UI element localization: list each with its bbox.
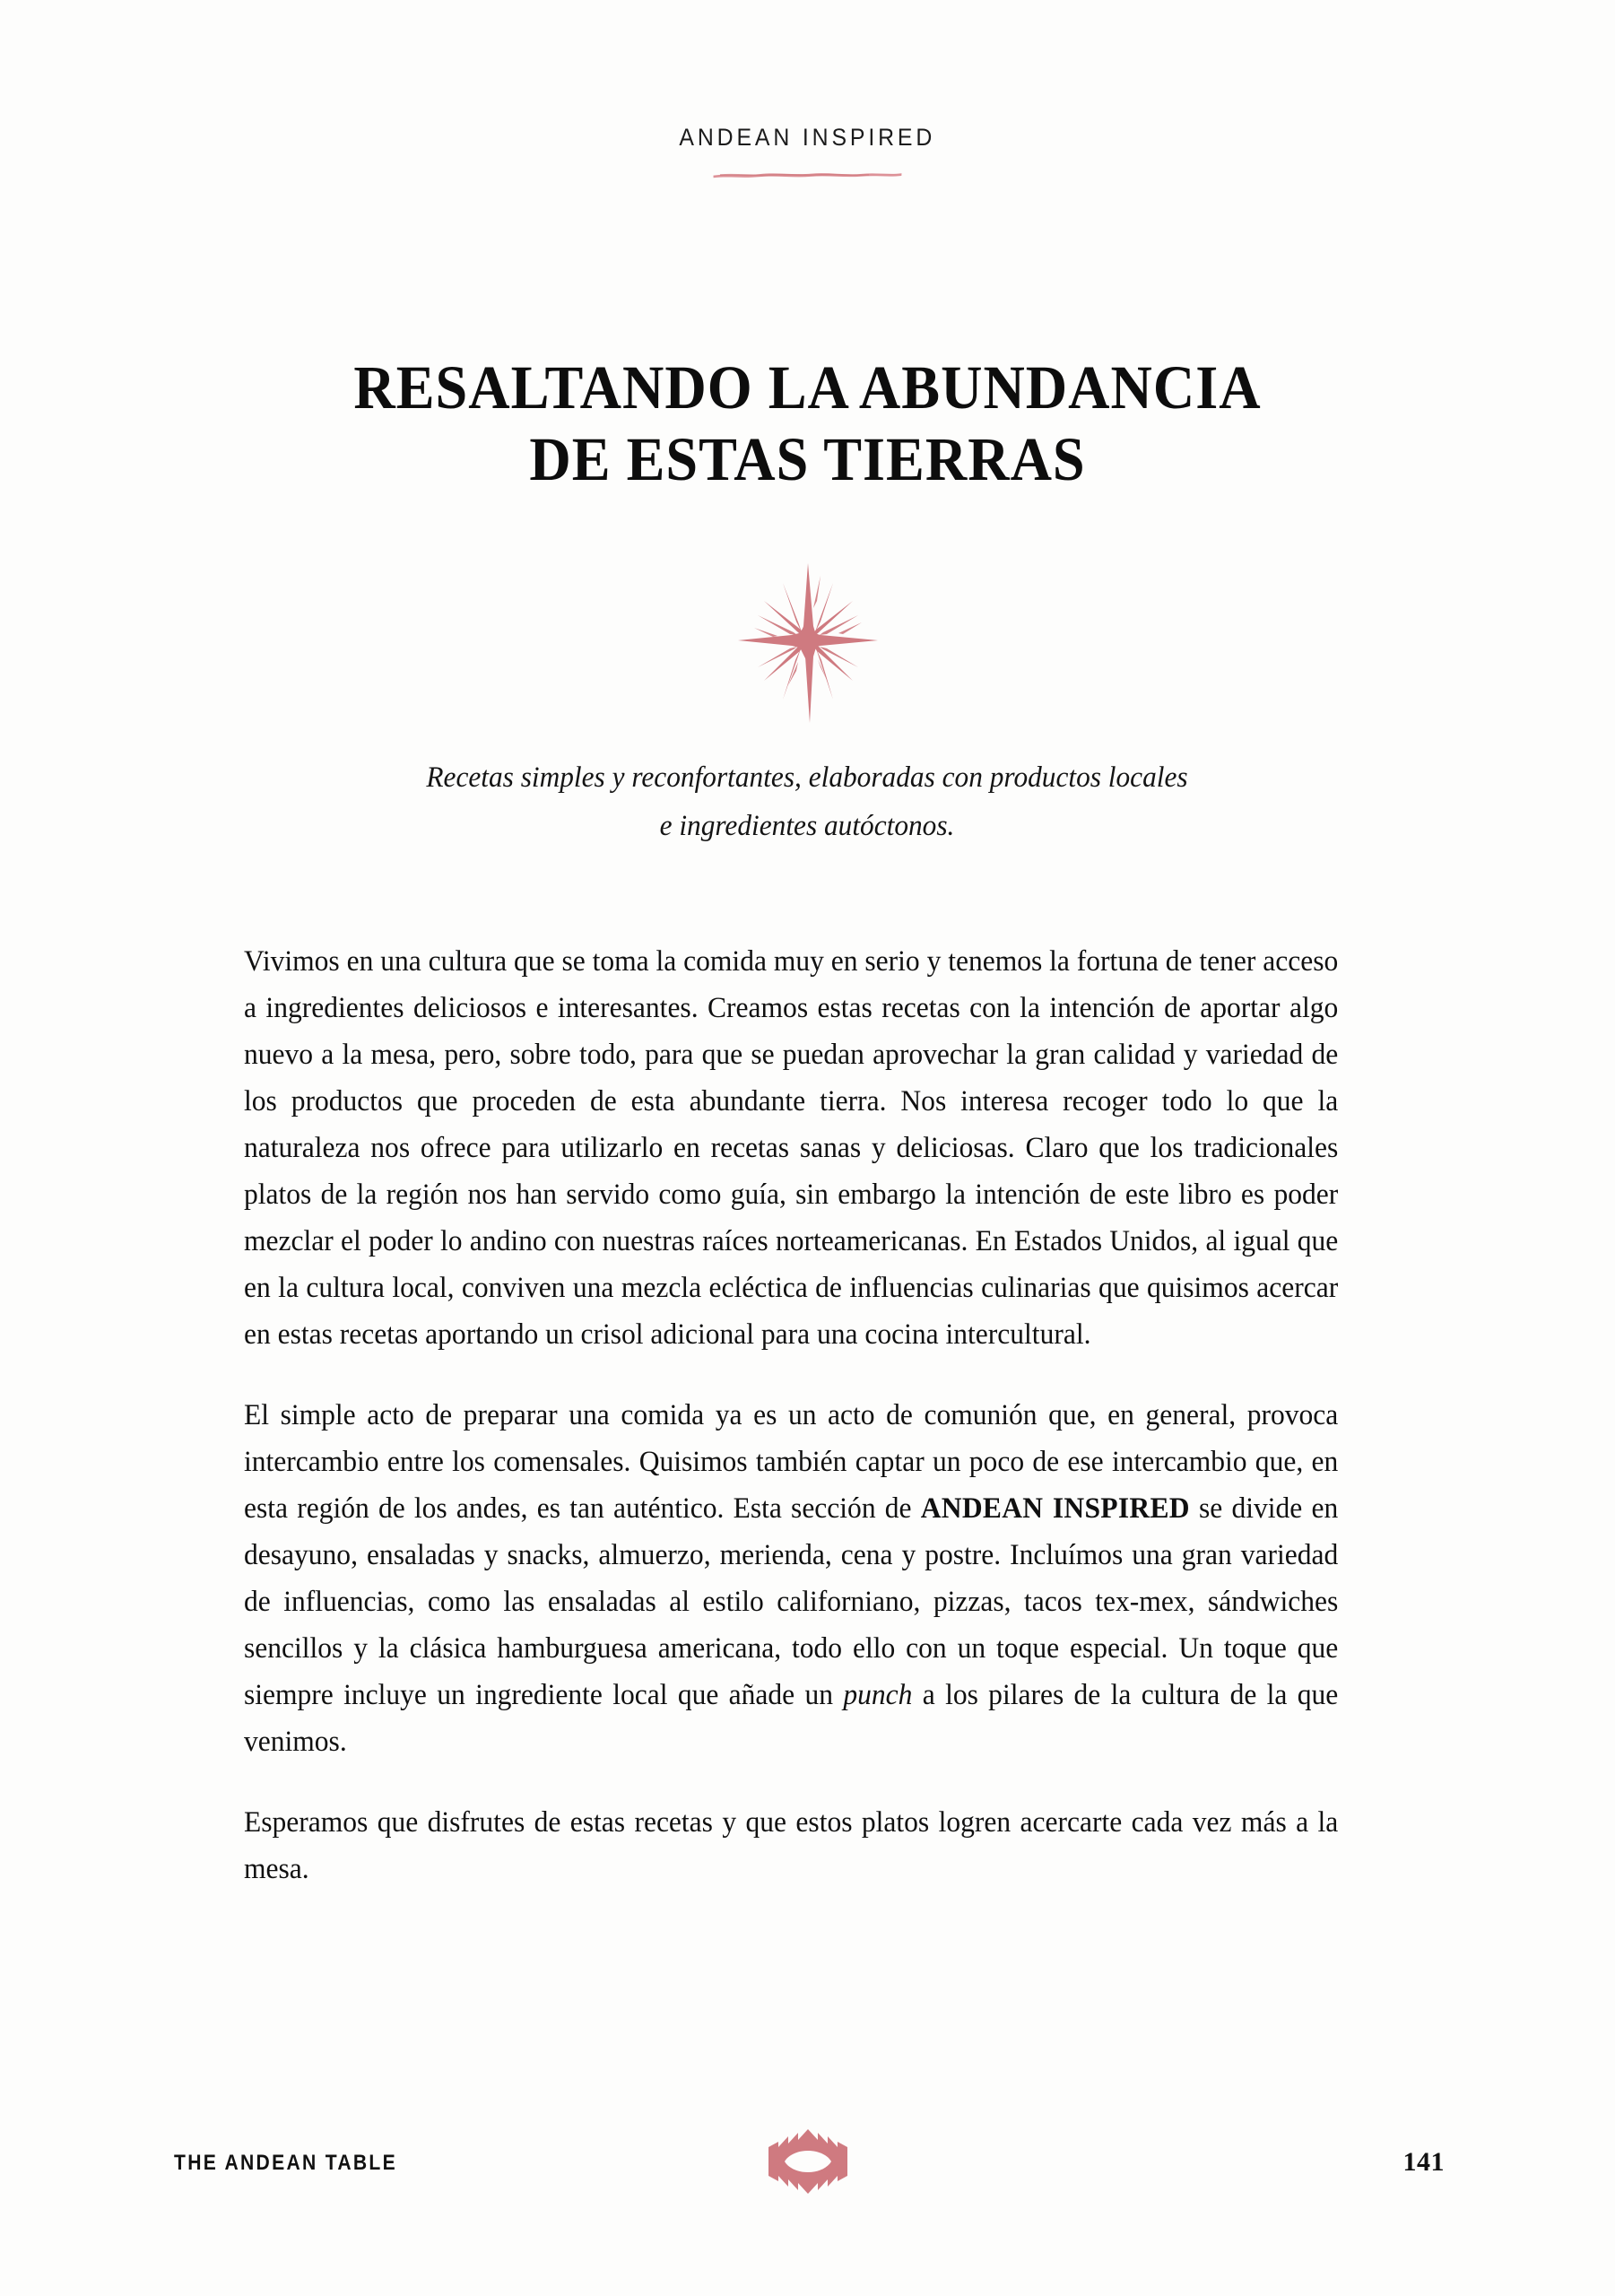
body-paragraph-3: Esperamos que disfrutes de estas recetas y que estos platos logren acercarte cada vez más a la mesa.: [244, 1806, 1339, 1885]
page-title-line-2: DE ESTAS TIERRAS: [529, 425, 1086, 493]
page-subtitle: [364, 753, 1250, 850]
running-head-label: ANDEAN INSPIRED: [679, 124, 936, 151]
brushstroke-rule-icon: [711, 170, 904, 178]
body-paragraph-1: Vivimos en una cultura que se toma la comida muy en serio y tenemos la fortuna de tener acceso a ingredientes deliciosos e interesantes. Creamos estas recetas con la intención de aportar algo nuevo a la mesa, pero, sobre todo, para que se puedan aprovechar la gran calidad y variedad de los productos que proceden de esta abundante tierra. Nos interesa recoger todo lo que la naturaleza nos ofrece para utilizarlo en recetas sanas y deliciosas. Claro que los tradicionales platos de la región nos han servido como guía, sin embargo la intención de este libro es poder mezclar el poder lo andino con nuestras raíces norteamericanas. En Estados Unidos, al igual que en la cultura local, conviven una mezcla ecléctica de influencias culinarias que quisimos acercar en estas recetas aportando un crisol adicional para una cocina intercultural.: [244, 945, 1339, 1351]
andean-diamond-motif-icon: [767, 2127, 849, 2196]
running-head: [0, 124, 1615, 178]
page-subtitle-line-2: e ingredientes autóctonos.: [659, 810, 955, 842]
body-paragraph-2-emphasis: ANDEAN INSPIRED: [920, 1492, 1190, 1525]
page-number: 141: [1402, 2147, 1445, 2177]
body-paragraph-2-italic-word: punch: [843, 1679, 913, 1711]
body-paragraph-2-text-part-3: a los pilares de la cultura de la que venimos.: [244, 1679, 1339, 1758]
body-paragraph-2-text-part-2: se divide en desayuno, ensaladas y snacks, almuerzo, merienda, cena y postre. Incluímos una gran variedad de influencias, como las ensaladas al estilo californiano, pizzas, tacos tex-mex, sándwiches sencillos y la clásica hamburguesa americana, todo ello con un toque especial. Un toque que siempre incluye un ingrediente local que añade un: [244, 1492, 1339, 1711]
body-copy: [244, 938, 1372, 1892]
page-footer: [0, 2108, 1615, 2296]
page-title-line-1: RESALTANDO LA ABUNDANCIA: [353, 353, 1262, 422]
footer-brand-label: THE ANDEAN TABLE: [174, 2151, 397, 2175]
page-title: [0, 352, 1615, 495]
page-subtitle-line-1: Recetas simples y reconfortantes, elaboradas con productos locales: [426, 761, 1188, 794]
body-paragraph-2-text-part-1: El simple acto de preparar una comida ya es un acto de comunión que, en general, provoca intercambio entre los comensales. Quisimos también captar un poco de ese intercambio que, en esta región de los andes, es tan auténtico. Esta sección de: [244, 1399, 1339, 1525]
starburst-ornament-icon: [727, 556, 889, 726]
body-paragraph-2: [244, 1392, 1338, 1765]
